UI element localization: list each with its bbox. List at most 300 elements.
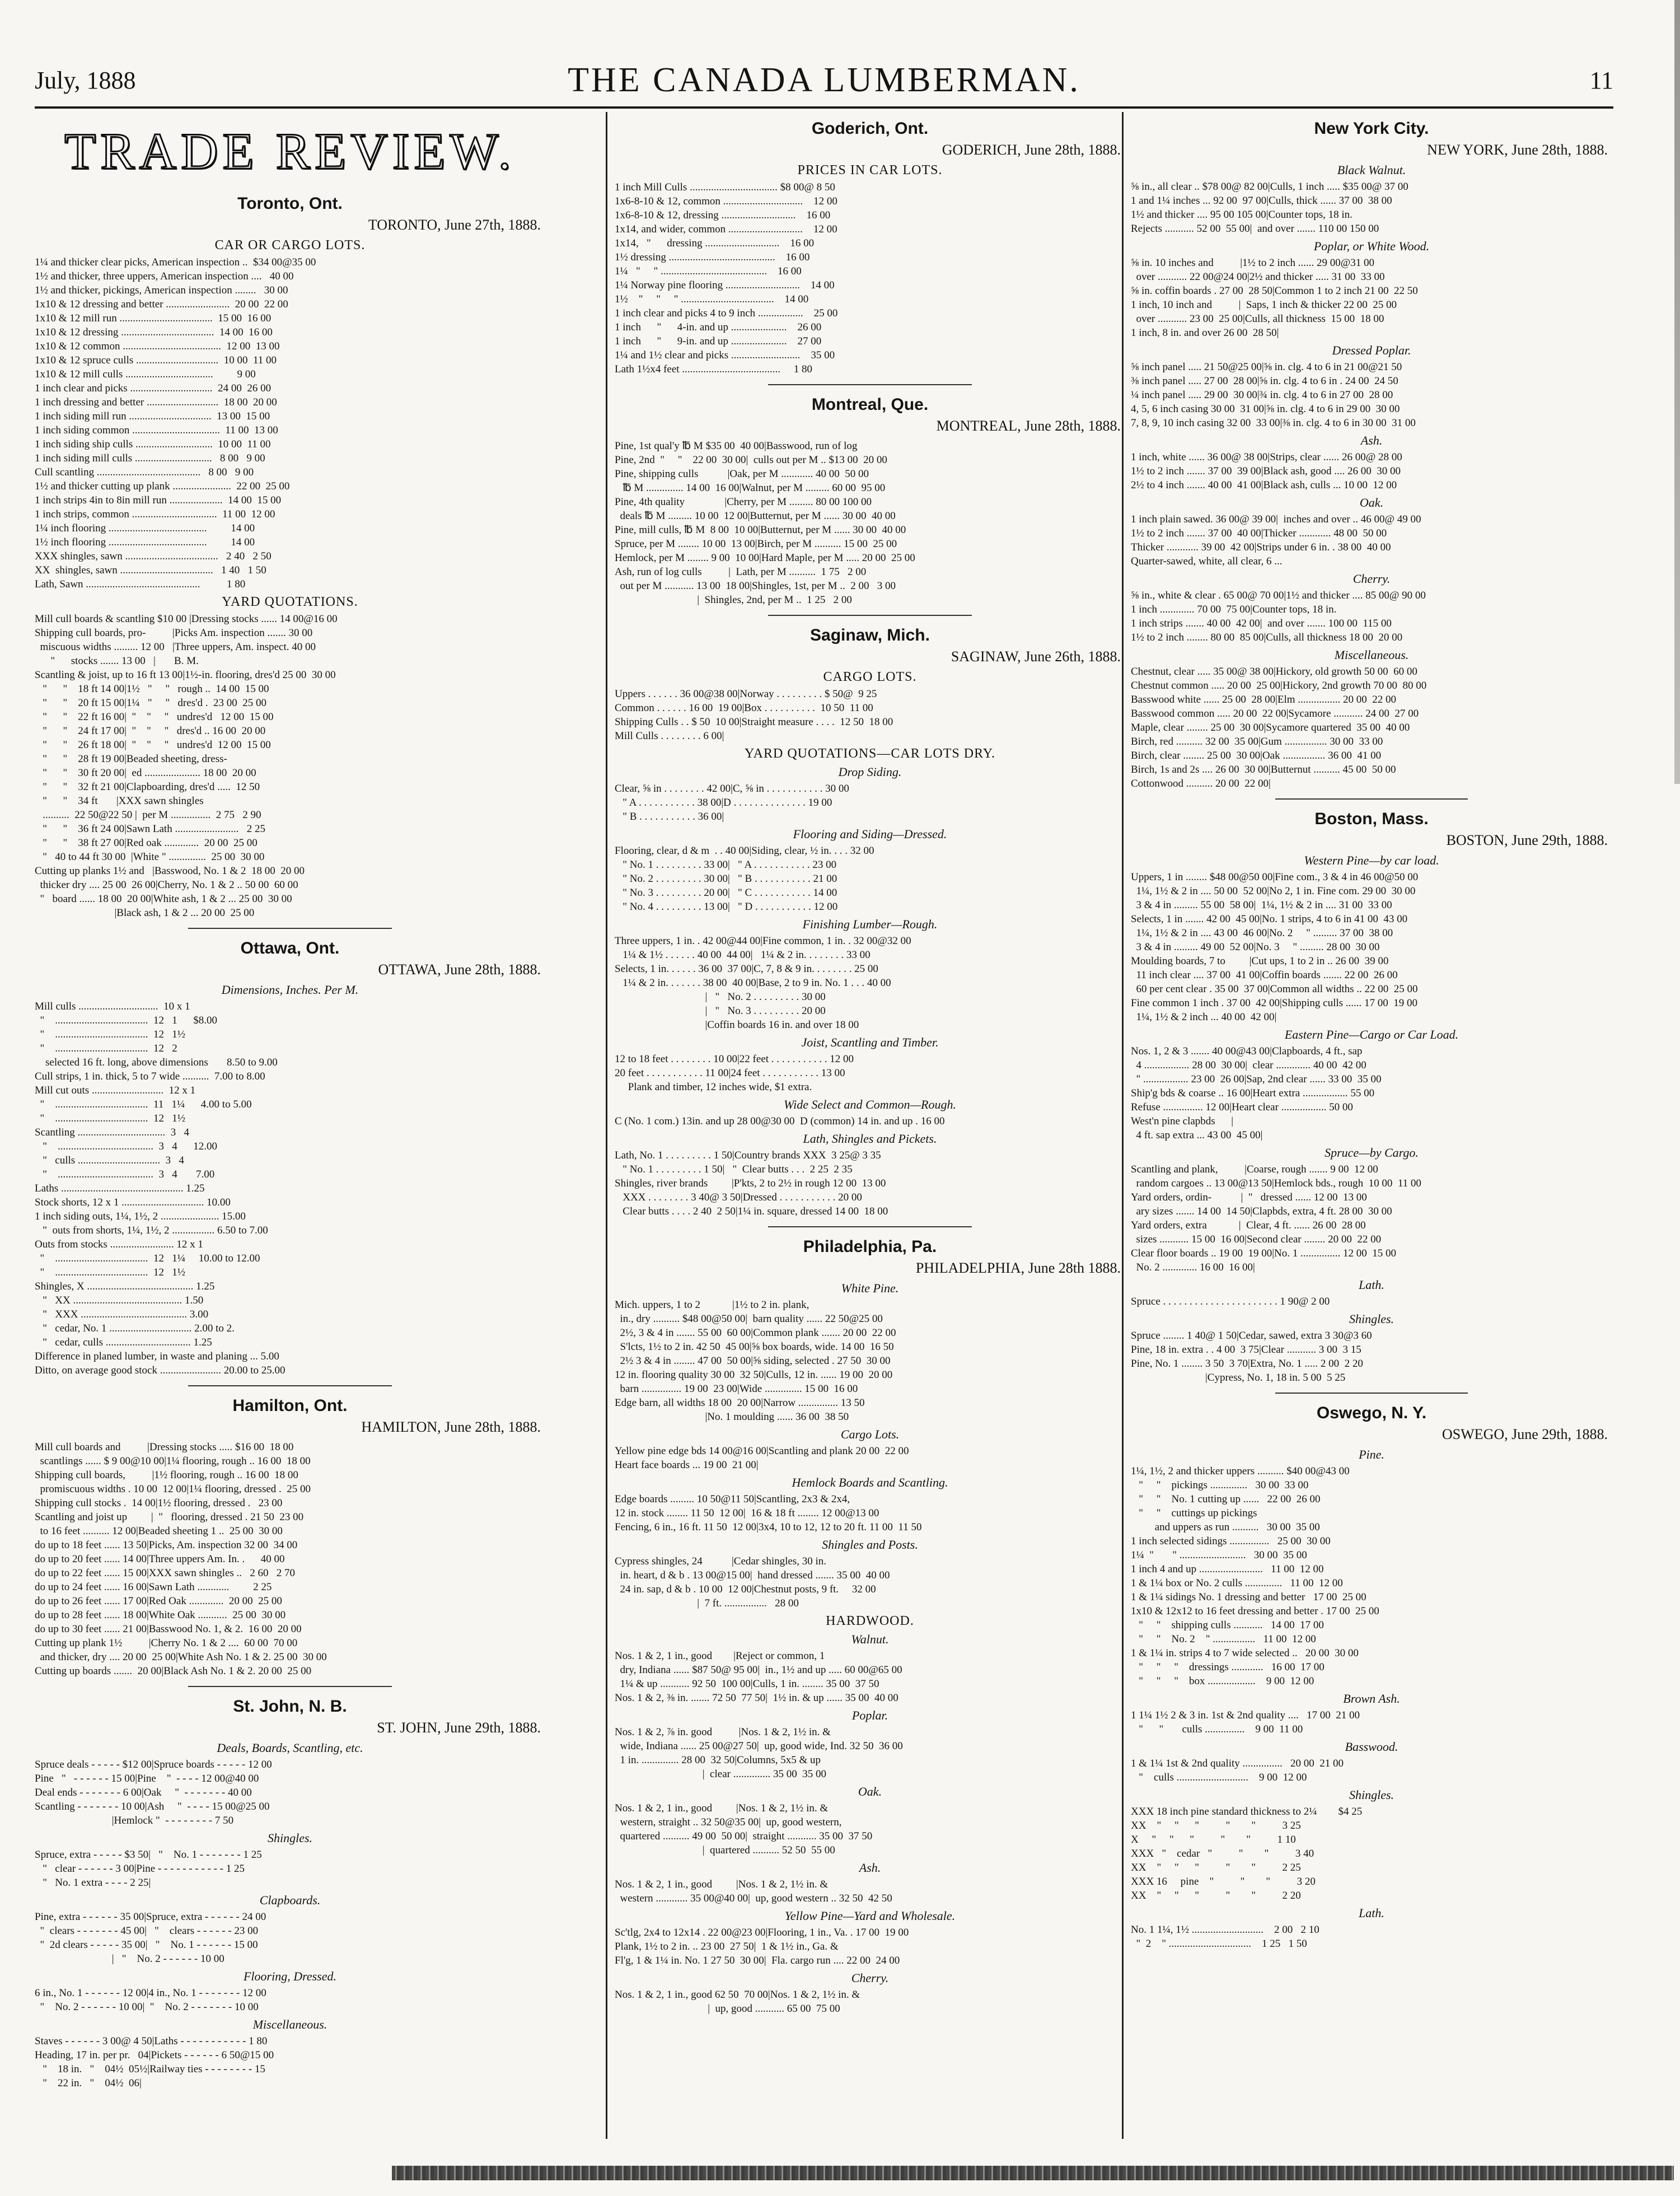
price-line: " ................. 23 00 26 00|Sap, 2nd clear ...... 33 00 35 00 (1131, 1073, 1382, 1085)
price-line: 1x10 & 12 dressing and better ........................ 20 00 22 00 (35, 298, 288, 310)
price-line: 1¼, 1½ & 2 in .... 50 00 52 00|No 2, 1 in. Fine com. 29 00 30 00 (1131, 885, 1416, 897)
price-line: " A . . . . . . . . . . . 38 00|D . . . . . . . . . . . . . . 19 00 (615, 797, 832, 809)
price-list (615, 1877, 1125, 1905)
price-line: Mill cull boards and |Dressing stocks ..... $16 00 18 00 (35, 1441, 294, 1453)
block-subheading: Walnut. (851, 1632, 889, 1646)
market-section (35, 939, 545, 1386)
market-dateline: MONTREAL, June 28th, 1888. (936, 418, 1121, 434)
block-subheading: Basswood. (1345, 1740, 1398, 1754)
header-rule (35, 106, 1613, 109)
price-line: 4 ft. sap extra ... 43 00 45 00| (1131, 1129, 1263, 1141)
block-subheading: Poplar. (851, 1708, 888, 1722)
block-caption: CARGO LOTS. (823, 670, 917, 684)
price-line: Mill cull boards & scantling $10 00 |Dressing stocks ...... 14 00@16 00 (35, 613, 338, 625)
price-line: " ................................... 11 1¼ 4.00 to 5.00 (35, 1099, 252, 1110)
price-line: Shipping Culls . . $ 50 10 00|Straight measure . . . . 12 50 18 00 (615, 716, 893, 728)
price-line: in. heart, d & b . 13 00@15 00| hand dressed ....... 35 00 40 00 (615, 1569, 890, 1581)
block-subheading: Joist, Scantling and Timber. (801, 1035, 939, 1049)
block-subheading: Ash. (1360, 433, 1383, 447)
block-subheading: Flooring and Siding—Dressed. (793, 827, 947, 841)
price-line: " " 18 ft 14 00|1½ " " rough .. 14 00 15 00 (35, 683, 269, 695)
price-line: 1 inch siding outs, 1¼, 1½, 2 ...................... 15.00 (35, 1211, 246, 1222)
price-line: 1 inch, 8 in. and over 26 00 28 50| (1131, 327, 1279, 339)
market-dateline: SAGINAW, June 26th, 1888. (951, 648, 1121, 665)
price-line: West'n pine clapbds | (1131, 1115, 1233, 1127)
price-line: 11 inch clear .... 37 00 41 00|Coffin boards ....... 22 00 26 00 (1131, 969, 1398, 981)
block-subheading: Black Walnut. (1337, 163, 1406, 177)
price-line: 1 inch 4 and up ........................ 11 00 12 00 (1131, 1563, 1324, 1575)
price-line: Nos. 1 & 2, ⅞ in. good |Nos. 1 & 2, 1½ in. & (615, 1726, 831, 1738)
price-line: " cedar, No. 1 ............................... 2.00 to 2. (35, 1323, 235, 1334)
price-line: 1¼ inch flooring ..................................... 14 00 (35, 522, 255, 534)
price-line: 1½ to 2 inch ........ 80 00 85 00|Culls, all thickness 18 00 20 00 (1131, 632, 1403, 643)
price-list (615, 1492, 1125, 1534)
block-subheading: Oak. (858, 1784, 882, 1798)
price-line: Ditto, on average good stock ....................... 20.00 to 25.00 (35, 1365, 286, 1376)
price-line: 1 & 1¼ in. strips 4 to 7 wide selected .. 20 00 30 00 (1131, 1647, 1359, 1659)
price-line: 1¼ and 1½ clear and picks .......................... 35 00 (615, 349, 835, 361)
block-subheading: Shingles. (1349, 1312, 1394, 1326)
price-line: Shipping cull stocks . 14 00|1½ flooring, dressed . 23 00 (35, 1497, 283, 1509)
price-line: Ash, run of log culls | Lath, per M .......... 1 75 2 00 (615, 566, 867, 578)
price-line: | Shingles, 2nd, per M .. 1 25 2 00 (615, 594, 852, 606)
block-subheading: Flooring, Dressed. (243, 1969, 336, 1983)
price-line: " stocks ....... 13 00 | B. M. (35, 655, 199, 667)
price-line: " No. 1 extra - - - - 2 25| (35, 1877, 151, 1889)
block-subheading: Drop Siding. (838, 765, 902, 779)
price-line: Hemlock, per M ........ 9 00 10 00|Hard Maple, per M ..... 20 00 25 00 (615, 552, 915, 564)
price-line: Scantling - - - - - - - 10 00|Ash " - - - - 15 00@25 00 (35, 1801, 270, 1812)
market-section (1131, 119, 1612, 800)
price-line: Nos. 1, 2 & 3 ....... 40 00@43 00|Clapboards, 4 ft., sap (1131, 1045, 1363, 1057)
price-line: .......... 22 50@22 50 | per M ............... 2 75 2 90 (35, 809, 261, 821)
block-subheading: Brown Ash. (1343, 1692, 1400, 1706)
price-line: 1¼ Norway pine flooring ............................ 14 00 (615, 279, 835, 291)
price-line: | up, good ........... 65 00 75 00 (615, 2003, 840, 2015)
price-list (1131, 665, 1612, 791)
price-line: " No. 2 . . . . . . . . . 30 00| " B . . . . . . . . . . . 21 00 (615, 873, 837, 885)
price-list (35, 999, 545, 1377)
price-line: 1¼, 1½ & 2 in .... 43 00 46 00|No. 2 " ......... 37 00 38 00 (1131, 927, 1393, 939)
price-line: Cull strips, 1 in. thick, 5 to 7 wide .......... 7.00 to 8.00 (35, 1071, 265, 1082)
price-list (1131, 450, 1612, 492)
price-list (615, 1148, 1125, 1218)
price-line: do up to 20 feet ...... 14 00|Three uppers Am. In. . 40 00 (35, 1553, 285, 1565)
price-line: Plank, 1½ to 2 in. .. 23 00 27 50| 1 & 1½ in., Ga. & (615, 1941, 839, 1952)
price-line: |Hemlock " - - - - - - - - 7 50 (35, 1815, 234, 1826)
block-subheading: Lath, Shingles and Pickets. (803, 1132, 937, 1146)
price-line: 1 inch siding mill culls ............................. 8 00 9 00 (35, 452, 265, 464)
market-heading: Montreal, Que. (811, 395, 929, 414)
price-line: " clears - - - - - - - 45 00| " clears - - - - - - 23 00 (35, 1925, 259, 1937)
market-heading: Hamilton, Ont. (232, 1396, 348, 1415)
market-dateline: OSWEGO, June 29th, 1888. (1442, 1426, 1608, 1442)
price-line: Outs from stocks ........................ 12 x 1 (35, 1239, 203, 1250)
price-line: | 7 ft. ................ 28 00 (615, 1597, 799, 1609)
price-line: 1 inch, 10 inch and | Saps, 1 inch & thicker 22 00 25 00 (1131, 299, 1397, 311)
price-line: " " 20 ft 15 00|1¼ " " dres'd . 23 00 25 00 (35, 697, 267, 709)
price-line: Lath 1½x4 feet ..................................... 1 80 (615, 363, 813, 375)
price-line: Fl'g, 1 & 1¼ in. No. 1 27 50 30 00| Fla. cargo run .... 22 00 24 00 (615, 1955, 900, 1966)
price-line: 1 inch siding common ................................. 11 00 13 00 (35, 424, 278, 436)
price-line: and uppers as run .......... 30 00 35 00 (1131, 1521, 1320, 1533)
price-line: " ................................... 12 2 (35, 1043, 177, 1054)
price-line: out per M ........... 13 00 18 00|Shingles, 1st, per M .. 2 00 3 00 (615, 580, 896, 592)
price-line: 1x10 & 12x12 to 16 feet dressing and better . 17 00 25 00 (1131, 1605, 1379, 1617)
price-line: do up to 22 feet ...... 15 00|XXX sawn shingles .. 2 60 2 70 (35, 1567, 296, 1579)
market-section (615, 119, 1125, 385)
price-line: |Coffin boards 16 in. and over 18 00 (615, 1019, 859, 1031)
block-subheading: Pine. (1359, 1447, 1384, 1461)
column-divider (606, 112, 607, 2139)
price-line: " .................................... 3 4 7.00 (35, 1169, 215, 1180)
price-line: " culls ........................... 9 00 12 00 (1131, 1772, 1307, 1783)
price-line: XX " " " " " 2 25 (1131, 1862, 1301, 1873)
market-heading: Philadelphia, Pa. (803, 1237, 937, 1256)
market-heading: New York City. (1314, 119, 1429, 138)
price-list (35, 1986, 545, 2014)
price-line: over ........... 22 00@24 00|2½ and thicker ..... 31 00 33 00 (1131, 271, 1385, 283)
price-line: " " 34 ft |XXX sawn shingles (35, 795, 204, 807)
price-list (1131, 1923, 1612, 1951)
price-line: Lath, No. 1 . . . . . . . . . 1 50|Country brands XXX 3 25@ 3 35 (615, 1150, 881, 1161)
price-line: ¼ inch panel ..... 29 00 30 00|¾ in. clg. 4 to 6 in 27 00 28 00 (1131, 389, 1393, 401)
section-separator (768, 384, 972, 385)
price-line: C (No. 1 com.) 13in. and up 28 00@30 00 D (common) 14 in. and up . 16 00 (615, 1115, 945, 1127)
price-line: Yard orders, ordin- | " dressed ...... 12 00 13 00 (1131, 1192, 1367, 1203)
price-line: 1 inch strips 4in to 8in mill run .................... 14 00 15 00 (35, 494, 282, 506)
block-subheading: Wide Select and Common—Rough. (784, 1097, 956, 1111)
price-list (615, 1801, 1125, 1857)
market-heading: Toronto, Ont. (237, 194, 343, 213)
price-line: S'lcts, 1½ to 2 in. 42 50 45 00|⅝ box boards, wide. 14 00 16 50 (615, 1341, 894, 1353)
page-number: 11 (1589, 67, 1613, 94)
price-line: thicker dry .... 25 00 26 00|Cherry, No. 1 & 2 .. 50 00 60 00 (35, 879, 298, 891)
price-line: " " 24 ft 17 00| " " " dres'd .. 16 00 20 00 (35, 725, 266, 737)
price-line: 1 inch selected sidings ............... 25 00 30 00 (1131, 1535, 1331, 1547)
price-line: ⅝ in. 10 inches and |1½ to 2 inch ...... 29 00@31 00 (1131, 257, 1375, 269)
market-section (615, 1237, 1125, 2016)
price-line: random cargoes .. 13 00@13 50|Hemlock bds., rough 10 00 11 00 (1131, 1178, 1421, 1189)
price-line: 1½ and thicker, pickings, American inspection ........ 30 00 (35, 284, 288, 296)
price-list (615, 844, 1125, 914)
price-line: 1 inch siding ship culls ............................. 10 00 11 00 (35, 438, 271, 450)
price-line: Pine " - - - - - - 15 00|Pine " - - - - 12 00@40 00 (35, 1773, 259, 1784)
price-line: Ship'g bds & coarse .. 16 00|Heart extra ................. 55 00 (1131, 1087, 1375, 1099)
price-list (615, 1554, 1125, 1610)
price-line: Shingles, river brands |P'kts, 2 to 2½ in rough 12 00 13 00 (615, 1178, 886, 1189)
price-line: Nos. 1 & 2, 1 in., good |Nos. 1 & 2, 1½ in. & (615, 1879, 829, 1890)
price-line: " " " dressings ............ 16 00 17 00 (1131, 1661, 1325, 1673)
price-line: Cottonwood .......... 20 00 22 00| (1131, 778, 1271, 789)
price-line: Pine, 18 in. extra . . 4 00 3 75|Clear ........... 3 00 3 15 (1131, 1344, 1361, 1356)
price-list (615, 687, 1125, 743)
price-line: Nos. 1 & 2, 1 in., good 62 50 70 00|Nos. 1 & 2, 1½ in. & (615, 1989, 860, 2001)
price-line: 1x6-8-10 & 12, dressing ............................ 16 00 (615, 209, 831, 221)
price-line: No. 1 1¼, 1½ ........................... 2 00 2 10 (1131, 1924, 1319, 1936)
price-line: ⅝ in. coffin boards . 27 00 28 50|Common 1 to 2 inch 21 00 22 50 (1131, 285, 1418, 297)
price-line: XX shingles, sawn ................................... 1 40 1 50 (35, 564, 266, 576)
price-line: 1x10 & 12 mill culls ................................. 9 00 (35, 368, 256, 380)
market-section (35, 1697, 545, 2090)
price-list (615, 1988, 1125, 2016)
block-subheading: White Pine. (841, 1281, 899, 1295)
price-line: " 18 in. " 04½ 05½|Railway ties - - - - - - - - 15 (35, 2063, 265, 2075)
price-list (615, 1725, 1125, 1781)
price-list (1131, 512, 1612, 568)
price-line: Refuse ............... 12 00|Heart clear ................. 50 00 (1131, 1101, 1353, 1113)
price-line: 1 & 1¼ 1st & 2nd quality ............... 20 00 21 00 (1131, 1758, 1344, 1769)
block-subheading: Shingles. (1349, 1788, 1394, 1802)
price-line: Edge boards ......... 10 50@11 50|Scantling, 2x3 & 2x4, (615, 1493, 850, 1505)
price-line: Scantling and plank, |Coarse, rough ....... 9 00 12 00 (1131, 1164, 1378, 1175)
block-caption: PRICES IN CAR LOTS. (797, 163, 943, 177)
price-list (1131, 360, 1612, 430)
market-heading: Ottawa, Ont. (240, 939, 340, 957)
price-line: " B . . . . . . . . . . . 36 00| (615, 811, 724, 823)
price-list (1131, 870, 1612, 1024)
price-line: Yellow pine edge bds 14 00@16 00|Scantling and plank 20 00 22 00 (615, 1445, 909, 1457)
market-dateline: ST. JOHN, June 29th, 1888. (377, 1720, 541, 1736)
price-line: Pine, 4th quality |Cherry, per M ......... 80 00 100 00 (615, 496, 872, 508)
price-line: Chestnut common ..... 20 00 25 00|Hickory, 2nd growth 70 00 80 00 (1131, 680, 1427, 691)
price-list (615, 180, 1125, 376)
price-line: " ................................... 12 1½ (35, 1267, 186, 1278)
price-line: " " cuttings up pickings (1131, 1507, 1257, 1519)
block-subheading: Lath. (1359, 1906, 1384, 1920)
price-line: " board ...... 18 00 20 00|White ash, 1 & 2 ... 25 00 30 00 (35, 893, 292, 905)
price-line: 12 in. flooring quality 30 00 32 50|Culls, 12 in. ...... 19 00 20 00 (615, 1369, 893, 1381)
price-line: Sc'tlg, 2x4 to 12x14 . 22 00@23 00|Flooring, 1 in., Va. . 17 00 19 00 (615, 1927, 909, 1938)
price-line: Clear butts . . . . 2 40 2 50|1¼ in. square, dressed 14 00 18 00 (615, 1206, 888, 1217)
price-line: do up to 24 feet ...... 16 00|Sawn Lath ............ 2 25 (35, 1581, 272, 1593)
price-line: Staves - - - - - - 3 00@ 4 50|Laths - - - - - - - - - - - 1 80 (35, 2035, 268, 2047)
market-dateline: PHILADELPHIA, June 28th 1888. (915, 1260, 1121, 1276)
market-section (615, 395, 1125, 616)
price-line: Maple, clear ........ 25 00 30 00|Sycamore quartered 35 00 40 00 (1131, 722, 1410, 733)
price-list (1131, 1162, 1612, 1274)
price-line: deals ℔ M ......... 10 00 12 00|Butternut, per M ...... 30 00 40 00 (615, 510, 896, 522)
price-line: ⅝ inch panel ..... 21 50@25 00|⅝ in. clg. 4 to 6 in 21 00@21 50 (1131, 361, 1402, 373)
market-heading: Oswego, N. Y. (1316, 1404, 1427, 1422)
price-line: do up to 18 feet ...... 13 50|Picks, Am. inspection 32 00 34 00 (35, 1539, 298, 1551)
price-line: 1 inch ............. 70 00 75 00|Counter tops, 18 in. (1131, 604, 1337, 615)
price-line: sizes ........... 15 00 16 00|Second clear ........ 20 00 22 00 (1131, 1234, 1382, 1245)
price-line: 1 & 1¼ box or No. 2 culls .............. 11 00 12 00 (1131, 1577, 1343, 1589)
price-line: Basswood common ..... 20 00 22 00|Sycamore ........... 24 00 27 00 (1131, 708, 1419, 719)
price-line: 1x10 & 12 mill run ................................... 15 00 16 00 (35, 312, 272, 324)
price-list (615, 439, 1125, 607)
price-line: 3 & 4 in ......... 49 00 52 00|No. 3 " ......... 28 00 30 00 (1131, 941, 1380, 953)
price-list (1131, 1295, 1612, 1309)
price-line: " XX ......................................... 1.50 (35, 1295, 204, 1306)
price-line: Cutting up planks 1½ and |Basswood, No. 1 & 2 18 00 20 00 (35, 865, 305, 877)
price-line: " cedar, culls ................................ 1.25 (35, 1337, 212, 1348)
price-line: Rejects ........... 52 00 55 00| and over ....... 110 00 150 00 (1131, 223, 1379, 235)
block-subheading: Lath. (1359, 1278, 1384, 1292)
market-heading: Boston, Mass. (1314, 810, 1429, 828)
market-section (615, 626, 1125, 1227)
block-subheading: Cherry. (851, 1971, 889, 1985)
price-line: Nos. 1 & 2, 1 in., good |Reject or common, 1 (615, 1650, 825, 1662)
trade-review-title: TRADE REVIEW. (64, 123, 516, 180)
price-line: 1 inch clear and picks 4 to 9 inch ................. 25 00 (615, 307, 838, 319)
market-heading: St. John, N. B. (233, 1697, 347, 1716)
price-line: 1x6-8-10 & 12, common .............................. 12 00 (615, 195, 837, 207)
price-line: 1¼ " " ......................... 30 00 35 00 (1131, 1549, 1307, 1561)
price-line: 1 inch plain sawed. 36 00@ 39 00| inches and over .. 46 00@ 49 00 (1131, 513, 1421, 525)
price-line: | " No. 2 . . . . . . . . . 30 00 (615, 991, 826, 1003)
price-line: 1 inch " 9-in. and up ..................... 27 00 (615, 335, 822, 347)
price-line: quartered .......... 49 00 50 00| straight ........... 35 00 37 50 (615, 1830, 873, 1842)
price-line: Cutting up boards ....... 20 00|Black Ash No. 1 & 2. 20 00 25 00 (35, 1665, 312, 1677)
market-heading: Saginaw, Mich. (810, 626, 930, 644)
price-line: 1½ inch flooring ..................................... 14 00 (35, 536, 255, 548)
price-line: Selects, 1 in. . . . . . 36 00 37 00|C, 7, 8 & 9 in. . . . . . . . 25 00 (615, 963, 878, 975)
price-line: 1 and 1¼ inches ... 92 00 97 00|Culls, thick ...... 37 00 38 00 (1131, 195, 1392, 207)
price-line: ℔ M .............. 14 00 16 00|Walnut, per M ......... 60 00 95 00 (615, 482, 886, 494)
market-dateline: NEW YORK, June 28th, 1888. (1427, 142, 1608, 158)
price-list (1131, 256, 1612, 340)
price-line: 1½ and thicker .... 95 00 105 00|Counter tops, 18 in. (1131, 209, 1353, 221)
price-list (1131, 1805, 1612, 1903)
price-line: western ............ 35 00@40 00| up, good western .. 32 50 42 50 (615, 1893, 892, 1904)
price-line: " " 26 ft 18 00| " " " undres'd 12 00 15 00 (35, 739, 271, 751)
price-list (615, 782, 1125, 824)
block-subheading: Miscellaneous. (252, 2017, 327, 2031)
price-line: 2½ to 4 inch ....... 40 00 41 00|Black ash, culls ... 10 00 12 00 (1131, 479, 1397, 491)
price-line: Clear floor boards .. 19 00 19 00|No. 1 ............... 12 00 15 00 (1131, 1247, 1397, 1259)
price-line: Chestnut, clear ..... 35 00@ 38 00|Hickory, old growth 50 00 60 00 (1131, 666, 1417, 678)
price-line: " .................................... 3 4 12.00 (35, 1141, 218, 1152)
price-line: 1¼, 1½ & 2 inch ... 40 00 42 00| (1131, 1011, 1277, 1023)
price-line: 1x14, " dressing ............................ 16 00 (615, 237, 815, 249)
price-line: XXX . . . . . . . . 3 40@ 3 50|Dressed . . . . . . . . . . . 20 00 (615, 1192, 862, 1203)
price-list (35, 1440, 545, 1678)
price-line: Spruce, per M ........ 10 00 13 00|Birch, per M .......... 15 00 25 00 (615, 538, 897, 550)
market-dateline: HAMILTON, June 28th, 1888. (361, 1419, 541, 1435)
price-list (1131, 1756, 1612, 1784)
price-line: 1½ " " " ................................... 14 00 (615, 293, 809, 305)
price-line: 60 per cent clear . 35 00 37 00|Common all widths .. 22 00 25 00 (1131, 983, 1418, 995)
price-line: 1 inch Mill Culls ................................. $8 00@ 8 50 (615, 181, 835, 193)
price-line: Birch, 1s and 2s .... 26 00 30 00|Butternut .......... 45 00 50 00 (1131, 764, 1396, 775)
price-list (615, 1444, 1125, 1472)
price-line: XXX 16 pine " " " 3 20 (1131, 1876, 1316, 1887)
price-list (615, 1649, 1125, 1705)
price-line: XXX shingles, sawn ................................... 2 40 2 50 (35, 550, 272, 562)
market-heading: Goderich, Ont. (811, 119, 929, 138)
block-subheading: Shingles and Posts. (822, 1538, 918, 1552)
price-line: Scantling and joist up | " flooring, dressed . 21 50 23 00 (35, 1511, 304, 1523)
block-subheading: Miscellaneous. (1334, 648, 1409, 662)
price-line: XX " " " " " 2 20 (1131, 1890, 1301, 1901)
block-subheading: Clapboards. (259, 1893, 321, 1907)
price-line: Clear, ⅝ in . . . . . . . . 42 00|C, ⅝ in . . . . . . . . . . . 30 00 (615, 783, 849, 795)
price-line: do up to 30 feet ...... 21 00|Basswood No. 1, & 2. 16 00 20 00 (35, 1623, 302, 1635)
block-caption: YARD QUOTATIONS. (222, 595, 358, 609)
block-subheading: Dressed Poplar. (1332, 343, 1411, 357)
section-separator (188, 1686, 392, 1687)
price-line: Fencing, 6 in., 16 ft. 11 50 12 00|3x4, 10 to 12, 12 to 20 ft. 11 00 11 50 (615, 1521, 922, 1533)
column-3 (1131, 115, 1612, 2136)
price-list (1131, 1329, 1612, 1385)
block-subheading: Hemlock Boards and Scantling. (792, 1475, 948, 1489)
price-line: Heart face boards ... 19 00 21 00| (615, 1459, 759, 1471)
price-line: Basswood white ...... 25 00 28 00|Elm ................ 20 00 22 00 (1131, 694, 1397, 705)
price-line: in., dry .......... $48 00@50 00| barn quality ...... 22 50@25 00 (615, 1313, 883, 1325)
price-line: Pine, shipping culls |Oak, per M ............ 40 00 50 00 (615, 468, 869, 480)
price-line: Pine, 2nd " " 22 00 30 00| culls out per M .. $13 00 20 00 (615, 454, 887, 466)
price-line: 1 inch siding mill run ............................... 13 00 15 00 (35, 410, 270, 422)
masthead (35, 60, 1613, 104)
block-subheading: Poplar, or White Wood. (1313, 239, 1430, 253)
price-line: 1 inch clear and picks ............................... 24 00 26 00 (35, 382, 272, 394)
price-line: scantlings ...... $ 9 00@10 00|1¼ flooring, rough .. 16 00 18 00 (35, 1455, 311, 1467)
price-line: | " No. 2 - - - - - - 10 00 (35, 1953, 224, 1965)
market-section (1131, 810, 1612, 1394)
price-line: 1½ to 2 inch ....... 37 00 40 00|Thicker ............ 48 00 50 00 (1131, 527, 1387, 539)
price-line: Heading, 17 in. per pr. 04|Pickets - - - - - - 6 50@15 00 (35, 2049, 274, 2061)
price-line: Pine, mill culls, ℔ M 8 00 10 00|Butternut, per M ...... 30 00 40 00 (615, 524, 906, 536)
binding-edge (1674, 0, 1680, 784)
price-line: Lath, Sawn ........................................... 1 80 (35, 578, 246, 590)
price-list (35, 612, 545, 920)
price-line: wide, Indiana ...... 25 00@27 50| up, good wide, Ind. 32 50 36 00 (615, 1740, 903, 1752)
price-line: " " 22 ft 16 00| " " " undres'd 12 00 15 00 (35, 711, 274, 723)
price-list (615, 1926, 1125, 1968)
price-line: | " No. 3 . . . . . . . . . 20 00 (615, 1005, 826, 1017)
price-line: Mill cut outs ........................... 12 x 1 (35, 1085, 196, 1096)
price-line: western, straight .. 32 50@35 00| up, good western, (615, 1816, 842, 1828)
price-line: 1½ dressing ........................................ 16 00 (615, 251, 810, 263)
price-line: " outs from shorts, 1¼, 1½, 2 ................ 6.50 to 7.00 (35, 1225, 268, 1236)
price-line: " " shipping culls ........... 14 00 17 00 (1131, 1619, 1324, 1631)
price-line: Pine, 1st qual'y ℔ M $35 00 40 00|Basswood, run of log (615, 440, 858, 452)
block-subheading: Ash. (859, 1861, 881, 1875)
price-line: 2½ 3 & 4 in ........ 47 00 50 00|⅝ siding, selected . 27 50 30 00 (615, 1355, 891, 1367)
price-line: " 22 in. " 04½ 06| (35, 2077, 142, 2089)
price-line: Birch, red .......... 32 00 35 00|Gum ................ 30 00 33 00 (1131, 736, 1383, 747)
section-separator (768, 615, 972, 616)
price-line: do up to 28 feet ...... 18 00|White Oak ........... 25 00 30 00 (35, 1609, 286, 1621)
price-line: 1¼ & 1½ . . . . . . 40 00 44 00| 1¼ & 2 in. . . . . . . . 33 00 (615, 949, 871, 961)
price-line: dry, Indiana ...... $87 50@ 95 00| in., 1½ and up ..... 60 00@65 00 (615, 1664, 902, 1676)
price-line: " " 32 ft 21 00|Clapboarding, dres'd ..... 12 50 (35, 781, 260, 793)
block-subheading: Western Pine—by car load. (1304, 853, 1439, 867)
price-line: Spruce . . . . . . . . . . . . . . . . . . . . . . 1 90@ 2 00 (1131, 1296, 1330, 1307)
section-separator (1275, 798, 1468, 800)
price-line: to 16 feet .......... 12 00|Beaded sheeting 1 .. 25 00 30 00 (35, 1525, 283, 1537)
price-line: miscuous widths ......... 12 00 |Three uppers, Am. inspect. 40 00 (35, 641, 316, 653)
block-subheading: Cherry. (1353, 572, 1391, 586)
price-line: Scantling & joist, up to 16 ft 13 00|1½-in. flooring, dres'd 25 00 30 00 (35, 669, 336, 681)
block-subheading: Shingles. (267, 1831, 313, 1845)
price-line: Cypress shingles, 24 |Cedar shingles, 30 in. (615, 1555, 826, 1567)
price-line: ary sizes ....... 14 00 14 50|Clapbds, extra, 4 ft. 28 00 30 00 (1131, 1206, 1392, 1217)
price-line: barn ............... 19 00 23 00|Wide .............. 15 00 16 00 (615, 1383, 858, 1395)
price-line: Scantling ................................. 3 4 (35, 1127, 190, 1138)
column-1 (35, 115, 545, 2136)
price-line: |Cypress, No. 1, 18 in. 5 00 5 25 (1131, 1372, 1346, 1384)
price-line: " No. 3 . . . . . . . . . 20 00| " C . . . . . . . . . . . 14 00 (615, 887, 837, 899)
price-list (615, 1298, 1125, 1424)
price-line: Selects, 1 in ....... 42 00 45 00|No. 1 strips, 4 to 6 in 41 00 43 00 (1131, 913, 1408, 925)
price-line: Yard orders, extra | Clear, 4 ft. ...... 26 00 28 00 (1131, 1220, 1366, 1231)
price-line: Cull scantling ....................................... 8 00 9 00 (35, 466, 254, 478)
price-line: " " 30 ft 20 00| ed ..................... 18 00 20 00 (35, 767, 256, 779)
price-line: 1 1¼ 1½ 2 & 3 in. 1st & 2nd quality .... 17 00 21 00 (1131, 1709, 1360, 1721)
